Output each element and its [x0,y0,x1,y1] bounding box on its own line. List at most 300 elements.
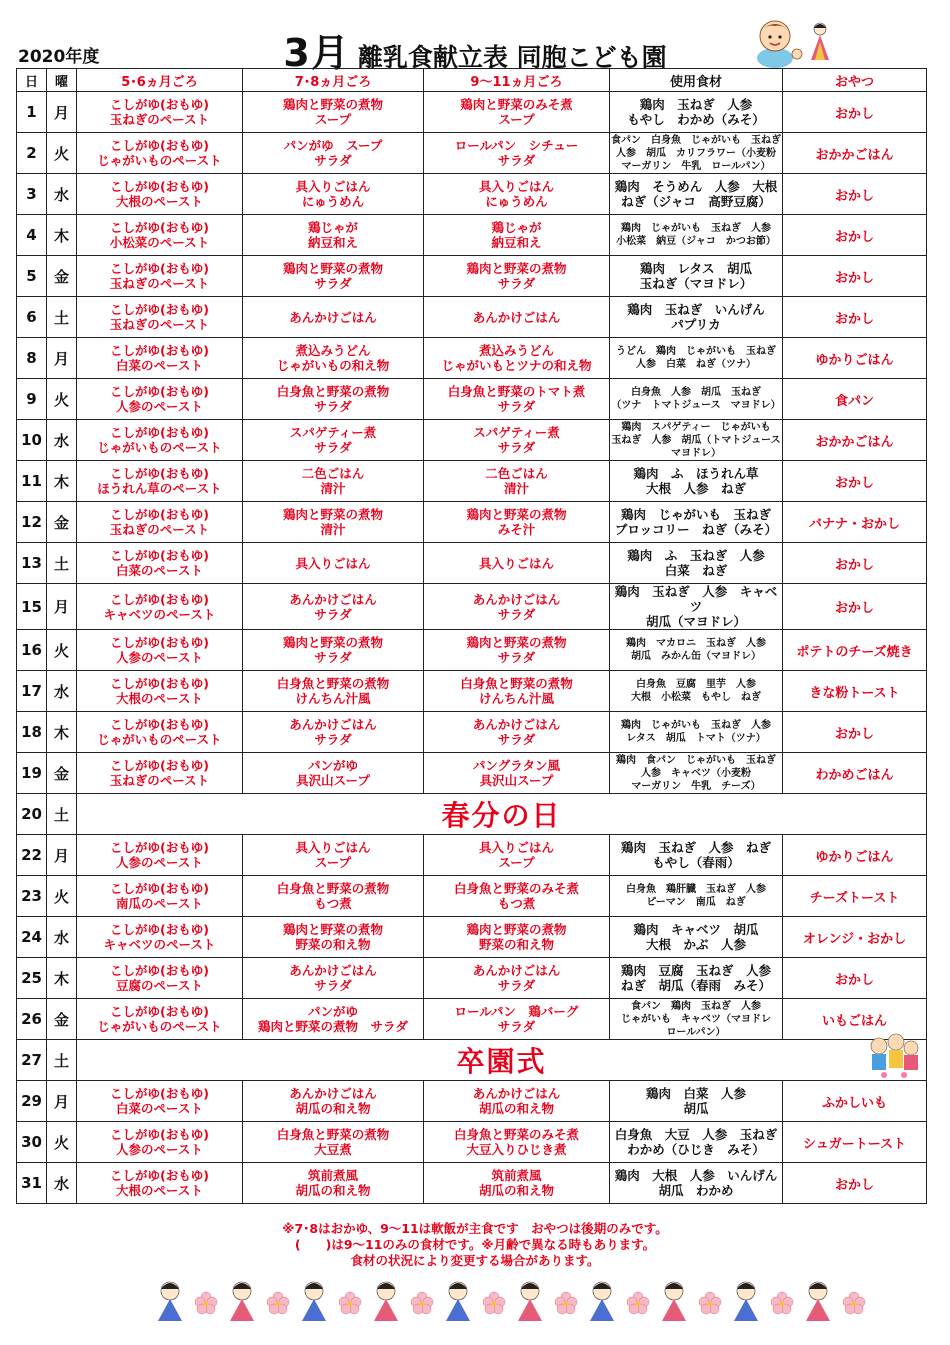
ingredient-line: 鶏肉 じゃがいも 玉ねぎ 人参 [621,720,771,731]
ingredient-line: 鶏肉 そうめん 人参 大根 [614,179,778,194]
menu-item: こしがゆ(おもゆ) [110,1086,209,1101]
menu-item: 白菜のペースト [116,563,203,578]
day-cell: 27 [17,1040,47,1081]
ingredient-line: 鶏肉 じゃがいも 玉ねぎ [620,507,771,522]
holiday-cell [77,794,927,835]
table-row [17,215,927,256]
menu-cell-age-9-11 [424,92,610,133]
menu-item: 具入りごはん [295,840,371,855]
menu-item: サラダ [497,440,536,455]
table-row [17,174,927,215]
menu-item: 白身魚と野菜のみそ煮 [453,1127,579,1142]
menu-item: じゃがいものペースト [97,153,222,168]
ingredient-line: 鶏肉 白菜 人参 [645,1086,746,1101]
menu-item: あんかけごはん [472,963,561,978]
day-cell: 23 [17,876,47,917]
ingredient-line: 鶏肉 キャベツ 胡瓜 [633,922,759,937]
ingredients-cell [610,835,783,876]
ingredient-line: 人参 白菜 ねぎ（ツナ） [636,359,756,370]
title-month: 3月 [283,31,350,75]
menu-item: こしがゆ(おもゆ) [110,922,209,937]
snack-cell: ゆかりごはん [783,338,927,379]
menu-item: 白身魚と野菜の煮物 [460,676,573,691]
header-ingredients: 使用食材 [610,69,783,92]
menu-item: あんかけごはん [289,591,377,607]
ingredient-line: 鶏肉 ふ 玉ねぎ 人参 [627,548,765,563]
menu-item: 胡瓜の和え物 [478,1183,554,1198]
menu-item: 大根のペースト [116,691,203,706]
menu-item: スープ [314,112,352,127]
day-cell: 9 [17,379,47,420]
day-cell: 2 [17,133,47,174]
menu-cell-age-7-8 [243,584,424,630]
menu-item: スープ [498,855,535,870]
menu-cell-age-5-6 [77,1081,243,1122]
menu-cell-age-7-8 [243,543,424,584]
menu-cell-age-9-11 [424,1163,610,1204]
menu-item: 鶏じゃが [307,220,358,235]
table-row [17,297,927,338]
menu-cell-age-7-8 [243,1122,424,1163]
menu-item: こしがゆ(おもゆ) [110,179,209,194]
table-row [17,461,927,502]
menu-item: あんかけごはん [472,591,561,607]
day-cell: 29 [17,1081,47,1122]
menu-item: 煮込みうどん [478,343,554,358]
day-cell: 26 [17,999,47,1040]
menu-cell-age-5-6 [77,1163,243,1204]
menu-cell-age-9-11 [424,671,610,712]
note-line: 食材の状況により変更する場合があります。 [350,1253,600,1268]
menu-item: じゃがいものペースト [97,1019,222,1034]
menu-item: こしがゆ(おもゆ) [110,591,209,607]
menu-item: あんかけごはん [289,963,377,978]
day-cell: 5 [17,256,47,297]
day-cell: 3 [17,174,47,215]
menu-item: 玉ねぎのペースト [109,317,210,332]
day-cell: 31 [17,1163,47,1204]
snack-cell: おかかごはん [783,420,927,461]
menu-item: サラダ [314,153,352,168]
menu-item: こしがゆ(おもゆ) [110,220,209,235]
snack-cell: おかし [783,92,927,133]
weekday-cell: 金 [47,256,77,297]
menu-item: 白身魚と野菜の煮物 [276,676,390,691]
menu-cell-age-5-6 [77,917,243,958]
menu-item: 白身魚と野菜の煮物 [276,881,390,896]
menu-cell-age-7-8 [243,133,424,174]
snack-cell: おかし [783,584,927,630]
menu-cell-age-7-8 [243,835,424,876]
menu-item: こしがゆ(おもゆ) [110,425,209,440]
menu-cell-age-9-11 [424,712,610,753]
menu-item: サラダ [497,153,536,168]
table-row [17,584,927,630]
menu-cell-age-5-6 [77,958,243,999]
weekday-cell: 月 [47,584,77,630]
ingredient-line: 白身魚 豆腐 里芋 人参 [636,679,756,690]
menu-cell-age-9-11 [424,461,610,502]
note-line: ( )は9～11のみの食材です。※月齢で異なる時もあります。 [294,1237,656,1252]
weekday-cell: 土 [47,543,77,584]
menu-item: 二色ごはん [485,466,548,481]
menu-cell-age-5-6 [77,876,243,917]
menu-cell-age-5-6 [77,420,243,461]
menu-cell-age-5-6 [77,338,243,379]
menu-cell-age-9-11 [424,502,610,543]
menu-item: キャベツのペースト [103,937,216,952]
table-row [17,1081,927,1122]
menu-item: ほうれん草のペースト [97,481,222,496]
menu-item: 白菜のペースト [116,1101,203,1116]
menu-cell-age-7-8 [243,917,424,958]
table-row [17,1163,927,1204]
menu-item: 具入りごはん [478,179,554,194]
snack-cell: いもごはん [783,999,927,1040]
menu-item: こしがゆ(おもゆ) [110,1127,209,1142]
snack-cell: おかし [783,461,927,502]
menu-cell-age-9-11 [424,420,610,461]
ingredients-cell [610,92,783,133]
ingredient-line: 鶏肉 レタス 胡瓜 [639,261,752,276]
day-cell: 17 [17,671,47,712]
ingredient-line: 白身魚 大豆 人参 玉ねぎ [614,1127,778,1142]
menu-cell-age-5-6 [77,671,243,712]
menu-item: サラダ [497,650,536,665]
menu-cell-age-7-8 [243,502,424,543]
menu-item: 大豆入りひじき煮 [466,1142,567,1157]
menu-item: サラダ [314,650,352,665]
menu-item: パンがゆ [307,1004,358,1019]
menu-item: 納豆和え [491,235,542,250]
menu-item: スープ [314,855,352,870]
menu-cell-age-9-11 [424,174,610,215]
menu-item: 白身魚と野菜の煮物 [276,384,390,399]
menu-item: こしがゆ(おもゆ) [110,758,209,773]
menu-cell-age-7-8 [243,338,424,379]
menu-item: こしがゆ(おもゆ) [110,963,209,978]
menu-cell-age-9-11 [424,338,610,379]
menu-cell-age-5-6 [77,584,243,630]
menu-item: 煮込みうどん [295,343,371,358]
weekday-cell: 水 [47,420,77,461]
menu-item: にゅうめん [301,194,365,209]
ingredients-cell [610,753,783,794]
menu-item: ロールパン シチュー [454,138,579,153]
menu-item: パンがゆ スープ [283,138,383,153]
menu-cell-age-9-11 [424,753,610,794]
header-snack: おやつ [783,69,927,92]
weekday-cell: 金 [47,999,77,1040]
ingredients-cell [610,420,783,461]
day-cell: 25 [17,958,47,999]
menu-item: こしがゆ(おもゆ) [110,138,209,153]
ingredient-line: 大根 小松菜 もやし ねぎ [631,692,761,703]
menu-item: 鶏肉と野菜の煮物 [466,507,567,522]
ingredients-cell [610,379,783,420]
weekday-cell: 水 [47,671,77,712]
menu-cell-age-7-8 [243,630,424,671]
ingredients-cell [610,215,783,256]
menu-cell-age-5-6 [77,712,243,753]
table-row [17,917,927,958]
menu-item: 豆腐のペースト [116,978,203,993]
menu-item: 納豆和え [307,235,358,250]
ingredient-line: 玉ねぎ（マヨドレ） [639,276,753,291]
menu-cell-age-5-6 [77,630,243,671]
ingredients-cell [610,1163,783,1204]
ingredients-cell [610,1122,783,1163]
day-cell: 24 [17,917,47,958]
weekday-cell: 木 [47,461,77,502]
ingredient-line: 胡瓜 [683,1101,709,1116]
day-cell: 30 [17,1122,47,1163]
weekday-cell: 火 [47,133,77,174]
menu-item: あんかけごはん [289,1086,377,1101]
ingredient-line: 人参 胡瓜 カリフラワー（小麦粉 [616,147,776,159]
menu-item: こしがゆ(おもゆ) [110,343,209,358]
snack-cell: きな粉トースト [783,671,927,712]
menu-item: こしがゆ(おもゆ) [110,466,209,481]
ingredient-line: 食パン 鶏肉 玉ねぎ 人参 [631,1000,761,1012]
menu-item: 清汁 [320,522,346,537]
menu-cell-age-7-8 [243,958,424,999]
menu-item: 具沢山スープ [479,773,554,788]
day-cell: 1 [17,92,47,133]
ingredient-line: ブロッコリー ねぎ（みそ） [614,522,778,537]
menu-item: 鶏肉と野菜の煮物 [466,922,567,937]
day-cell: 16 [17,630,47,671]
weekday-cell: 月 [47,835,77,876]
menu-item: もつ煮 [314,896,352,911]
menu-item: スパゲティー煮 [473,425,560,440]
weekday-cell: 月 [47,92,77,133]
menu-item: こしがゆ(おもゆ) [110,384,209,399]
menu-item: 大根のペースト [116,194,203,209]
ingredient-line: じゃがいも キャベツ（マヨドレ [621,1013,771,1025]
menu-cell-age-9-11 [424,630,610,671]
day-cell: 18 [17,712,47,753]
menu-item: 白菜のペースト [116,358,203,373]
table-row [17,1040,927,1081]
year-label: 2020年度 [18,47,100,67]
ingredient-line: 胡瓜（マヨドレ） [645,614,746,629]
menu-item: こしがゆ(おもゆ) [110,1168,209,1183]
menu-item: ロールパン 鶏バーグ [454,1004,579,1019]
table-row [17,999,927,1040]
menu-cell-age-9-11 [424,133,610,174]
day-cell: 4 [17,215,47,256]
menu-item: 大豆煮 [314,1142,352,1157]
ingredients-cell [610,1081,783,1122]
table-row [17,712,927,753]
table-row [17,92,927,133]
menu-item: こしがゆ(おもゆ) [110,840,209,855]
ingredients-cell [610,461,783,502]
day-cell: 10 [17,420,47,461]
snack-cell: シュガートースト [783,1122,927,1163]
snack-cell: 食パン [783,379,927,420]
menu-item: 玉ねぎのペースト [109,276,210,291]
menu-item: スープ [498,112,535,127]
menu-item: 人参のペースト [116,1142,203,1157]
header-age-5-6: 5･6ヵ月ごろ [77,69,243,92]
menu-cell-age-9-11 [424,543,610,584]
menu-item: 白身魚と野菜のみそ煮 [453,881,579,896]
menu-cell-age-5-6 [77,753,243,794]
table-row [17,753,927,794]
menu-cell-age-7-8 [243,461,424,502]
weekday-cell: 火 [47,1122,77,1163]
menu-cell-age-5-6 [77,297,243,338]
menu-item: 鶏肉と野菜の煮物 [282,635,383,650]
menu-cell-age-5-6 [77,92,243,133]
menu-item: サラダ [314,732,352,747]
menu-item: こしがゆ(おもゆ) [110,507,209,522]
ingredient-line: 鶏肉 豆腐 玉ねぎ 人参 [620,963,771,978]
menu-cell-age-7-8 [243,671,424,712]
menu-cell-age-5-6 [77,215,243,256]
ingredient-line: 鶏肉 マカロニ 玉ねぎ 人参 [626,638,766,649]
snack-cell: おかし [783,256,927,297]
ingredient-line: 鶏肉 玉ねぎ 人参 ねぎ [620,840,771,855]
menu-cell-age-7-8 [243,92,424,133]
weekday-cell: 火 [47,876,77,917]
ingredients-cell [610,712,783,753]
menu-cell-age-9-11 [424,584,610,630]
menu-cell-age-7-8 [243,297,424,338]
weekday-cell: 月 [47,338,77,379]
menu-item: あんかけごはん [472,1086,561,1101]
snack-cell: オレンジ・おかし [783,917,927,958]
menu-item: こしがゆ(おもゆ) [110,676,209,691]
menu-cell-age-7-8 [243,999,424,1040]
menu-cell-age-5-6 [77,543,243,584]
menu-cell-age-5-6 [77,999,243,1040]
ingredients-cell [610,671,783,712]
menu-item: 具入りごはん [295,179,371,194]
ingredient-line: うどん 鶏肉 じゃがいも 玉ねぎ [616,346,776,357]
table-row [17,420,927,461]
menu-cell-age-7-8 [243,215,424,256]
header-day: 日 [17,69,47,92]
footer-notes [0,1221,950,1269]
menu-item: 具入りごはん [478,555,554,571]
table-row [17,379,927,420]
table-row [17,630,927,671]
menu-item: あんかけごはん [472,717,561,732]
menu-item: サラダ [497,606,536,622]
menu-item: 鶏じゃが [491,220,542,235]
menu-item: じゃがいものペースト [97,732,222,747]
menu-cell-age-7-8 [243,1081,424,1122]
menu-item: こしがゆ(おもゆ) [110,717,209,732]
ingredients-cell [610,543,783,584]
ingredients-cell [610,876,783,917]
menu-item: 人参のペースト [116,650,203,665]
ingredients-cell [610,297,783,338]
menu-item: 野菜の和え物 [478,937,554,952]
ingredient-line: 鶏肉 ふ ほうれん草 [633,466,759,481]
ingredient-line: 大根 かぶ 人参 [645,937,746,952]
menu-item: じゃがいもとツナの和え物 [441,358,592,373]
baby-illustration-icon [745,14,807,70]
weekday-cell: 水 [47,1163,77,1204]
menu-item: みそ汁 [497,522,536,537]
ingredient-line: 鶏肉 スパゲティー じゃがいも [621,421,771,433]
children-illustration-icon [864,1030,924,1080]
ingredient-line: もやし わかめ（みそ） [627,112,765,127]
menu-item: パングラタン風 [472,758,561,773]
menu-item: 鶏肉と野菜の煮物 サラダ [258,1019,408,1034]
menu-item: 南瓜のペースト [116,896,203,911]
menu-item: 胡瓜の和え物 [295,1101,371,1116]
weekday-cell: 火 [47,630,77,671]
menu-cell-age-9-11 [424,1081,610,1122]
ingredient-line: ロールパン） [666,1026,726,1038]
hina-doll-icon [808,20,832,64]
snack-cell: わかめごはん [783,753,927,794]
menu-item: サラダ [497,276,536,291]
ingredient-line: マーガリン 牛乳 チーズ） [631,780,761,792]
ingredient-line: 鶏肉 玉ねぎ いんげん [627,302,765,317]
snack-cell: おかし [783,543,927,584]
table-row [17,794,927,835]
menu-item: 具入りごはん [295,555,371,571]
menu-item: サラダ [497,1019,536,1034]
menu-item: じゃがいものペースト [97,440,222,455]
menu-item: けんちん汁風 [478,691,554,706]
menu-table [16,68,927,1204]
menu-item: 鶏肉と野菜のみそ煮 [460,97,573,112]
table-row [17,338,927,379]
menu-cell-age-5-6 [77,835,243,876]
snack-cell: おかし [783,215,927,256]
day-cell: 11 [17,461,47,502]
menu-cell-age-7-8 [243,420,424,461]
table-header-row [17,69,927,92]
ingredient-line: マーガリン 牛乳 ロールパン） [621,160,771,172]
menu-item: 人参のペースト [116,399,203,414]
menu-item: 玉ねぎのペースト [109,522,210,537]
ingredient-line: 玉ねぎ 人参 胡瓜（トマトジュース [611,434,781,446]
ingredients-cell [610,502,783,543]
menu-cell-age-9-11 [424,379,610,420]
ingredient-line: 人参 キャベツ（小麦粉 [641,767,751,779]
menu-cell-age-7-8 [243,712,424,753]
ingredients-cell [610,133,783,174]
menu-cell-age-9-11 [424,958,610,999]
menu-item: じゃがいもの和え物 [276,358,390,373]
ingredient-line: 鶏肉 玉ねぎ 人参 [639,97,753,112]
menu-cell-age-5-6 [77,461,243,502]
menu-cell-age-9-11 [424,215,610,256]
menu-item: 玉ねぎのペースト [109,773,210,788]
ingredient-line: ねぎ 胡瓜（春雨 みそ） [620,978,771,993]
table-row [17,876,927,917]
snack-cell: ふかしいも [783,1081,927,1122]
ingredient-line: 胡瓜 わかめ [658,1183,734,1198]
menu-item: サラダ [314,399,352,414]
ingredients-cell [610,958,783,999]
menu-cell-age-5-6 [77,1122,243,1163]
menu-item: こしがゆ(おもゆ) [110,635,209,650]
menu-item: あんかけごはん [289,717,377,732]
weekday-cell: 木 [47,958,77,999]
holiday-label: 春分の日 [441,799,562,832]
menu-cell-age-7-8 [243,753,424,794]
menu-cell-age-9-11 [424,876,610,917]
